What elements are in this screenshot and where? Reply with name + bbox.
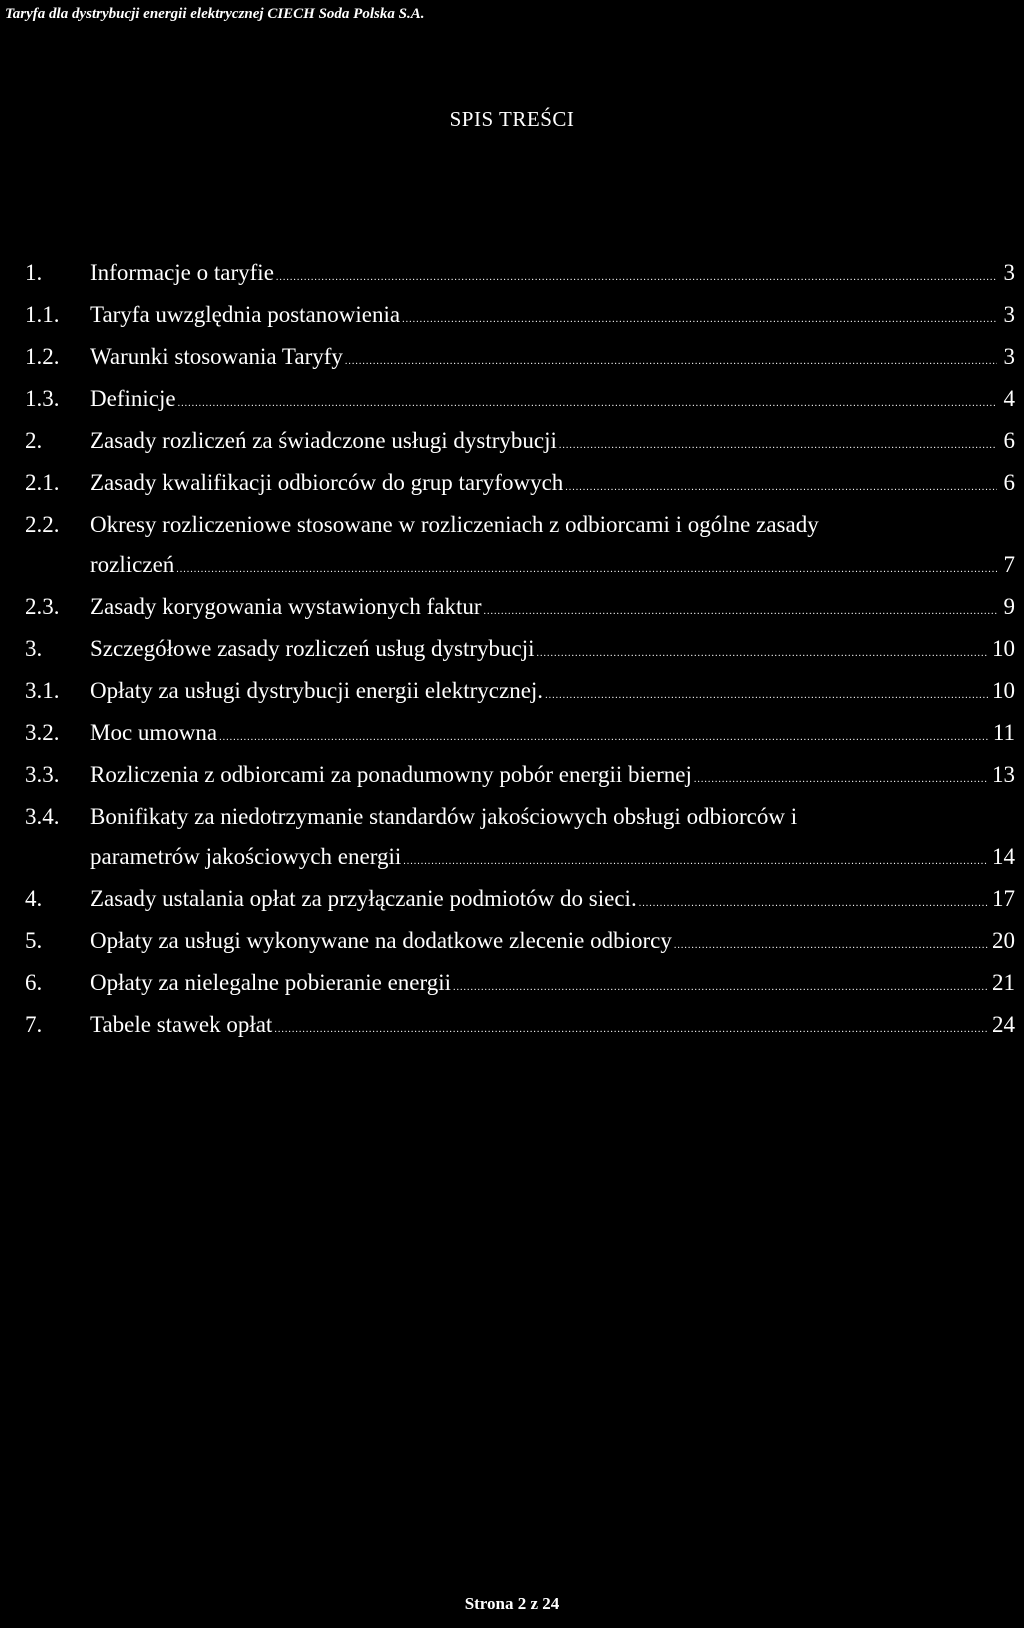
running-header: Taryfa dla dystrybucji energii elektrycznej CIECH Soda Polska S.A. (5, 6, 425, 22)
dot-leader (276, 257, 997, 299)
toc-entry-number: 1.1. (25, 302, 60, 327)
toc-entry-page: 3 (1003, 260, 1015, 285)
toc-entry[interactable] (25, 586, 1015, 628)
toc-entry-title: Okresy rozliczeniowe stosowane w rozliczeniach z odbiorcami i ogólne zasady (90, 512, 819, 537)
dot-leader (219, 717, 989, 759)
toc-entry[interactable] (25, 420, 1015, 462)
toc-entry-number: 4. (25, 886, 43, 911)
toc-entry-title: Warunki stosowania Taryfy (90, 344, 343, 369)
toc-entry-title: Opłaty za usługi dystrybucji energii elektrycznej. (90, 678, 544, 703)
toc-entry-page: 3 (1003, 302, 1015, 327)
dot-leader (545, 675, 988, 717)
dot-leader (453, 967, 988, 1009)
toc-entry-number: 1.2. (25, 344, 60, 369)
toc-entry[interactable] (25, 712, 1015, 754)
toc-entry-title-continued: parametrów jakościowych energii (90, 844, 402, 869)
toc-entry-page: 3 (1003, 344, 1015, 369)
toc-entry-continuation[interactable] (25, 544, 1015, 586)
toc-entry[interactable] (25, 378, 1015, 420)
toc-entry-title: Rozliczenia z odbiorcami za ponadumowny pobór energii biernej (90, 762, 692, 787)
toc-entry-page: 10 (992, 678, 1015, 703)
toc-entry-page: 20 (992, 928, 1015, 953)
toc-entry[interactable] (25, 1004, 1015, 1046)
toc-entry-number: 2.3. (25, 594, 60, 619)
toc-entry-number: 2. (25, 428, 43, 453)
toc-entry[interactable] (25, 504, 1015, 544)
toc-entry-page: 6 (1003, 470, 1015, 495)
toc-entry[interactable] (25, 336, 1015, 378)
toc-entry-number: 6. (25, 970, 43, 995)
toc-entry-page: 14 (992, 844, 1015, 869)
toc-entry-page: 10 (992, 636, 1015, 661)
toc-entry[interactable] (25, 462, 1015, 504)
toc-entry-title: Opłaty za nielegalne pobieranie energii (90, 970, 452, 995)
toc-entry-number: 3. (25, 636, 43, 661)
toc-entry-title: Opłaty za usługi wykonywane na dodatkowe zlecenie odbiorcy (90, 928, 672, 953)
toc-entry-number: 1. (25, 260, 43, 285)
toc-entry[interactable] (25, 670, 1015, 712)
toc-entry-page: 9 (1003, 594, 1015, 619)
dot-leader (694, 759, 988, 801)
toc-entry-number: 5. (25, 928, 43, 953)
dot-leader (484, 591, 997, 633)
toc-entry-title: Bonifikaty za niedotrzymanie standardów jakościowych obsługi odbiorców i (90, 804, 798, 829)
toc-entry[interactable] (25, 252, 1015, 294)
toc-entry-number: 2.2. (25, 512, 60, 537)
toc-entry-number: 1.3. (25, 386, 60, 411)
toc-title: SPIS TREŚCI (449, 107, 575, 131)
page-number-footer: Strona 2 z 24 (464, 1594, 560, 1613)
toc-entry-title: Moc umowna (90, 720, 218, 745)
dot-leader (674, 925, 988, 967)
dot-leader (274, 1009, 988, 1051)
dot-leader (345, 341, 997, 383)
toc-entry[interactable] (25, 294, 1015, 336)
dot-leader (176, 549, 997, 591)
toc-entry-title-continued: rozliczeń (90, 552, 175, 577)
toc-entry-title: Informacje o taryfie (90, 260, 274, 285)
toc-entry-title: Szczegółowe zasady rozliczeń usług dystrybucji (90, 636, 535, 661)
toc-entry-number: 3.2. (25, 720, 60, 745)
dot-leader (559, 425, 997, 467)
toc-entry[interactable] (25, 878, 1015, 920)
toc-entry-page: 11 (992, 720, 1015, 745)
toc-entry-title: Definicje (90, 386, 176, 411)
toc-entry[interactable] (25, 962, 1015, 1004)
dot-leader (403, 841, 988, 883)
toc-entry-title: Zasady ustalania opłat za przyłączanie podmiotów do sieci. (90, 886, 637, 911)
toc-entry-page: 24 (992, 1012, 1015, 1037)
toc-entry-title: Zasady kwalifikacji odbiorców do grup taryfowych (90, 470, 564, 495)
toc-entry-number: 3.3. (25, 762, 60, 787)
toc-entry[interactable] (25, 628, 1015, 670)
toc-entry-title: Tabele stawek opłat (90, 1012, 273, 1037)
dot-leader (178, 383, 997, 425)
toc-entry-number: 7. (25, 1012, 43, 1037)
toc-entry-page: 4 (1003, 386, 1015, 411)
toc-entry-page: 6 (1003, 428, 1015, 453)
toc-entry-title: Taryfa uwzględnia postanowienia (90, 302, 401, 327)
toc-entry-title: Zasady rozliczeń za świadczone usługi dystrybucji (90, 428, 557, 453)
toc-entry-page: 17 (992, 886, 1015, 911)
table-of-contents (25, 252, 1015, 1046)
toc-entry-page: 7 (1003, 552, 1015, 577)
toc-entry[interactable] (25, 754, 1015, 796)
toc-entry-continuation[interactable] (25, 836, 1015, 878)
toc-entry-title: Zasady korygowania wystawionych faktur (90, 594, 482, 619)
toc-entry-number: 2.1. (25, 470, 60, 495)
dot-leader (639, 883, 988, 925)
toc-entry-number: 3.1. (25, 678, 60, 703)
toc-entry[interactable] (25, 796, 1015, 836)
dot-leader (402, 299, 997, 341)
toc-entry[interactable] (25, 920, 1015, 962)
toc-entry-number: 3.4. (25, 804, 60, 829)
dot-leader (565, 467, 997, 509)
toc-entry-page: 21 (992, 970, 1015, 995)
toc-entry-page: 13 (992, 762, 1015, 787)
dot-leader (537, 633, 988, 675)
